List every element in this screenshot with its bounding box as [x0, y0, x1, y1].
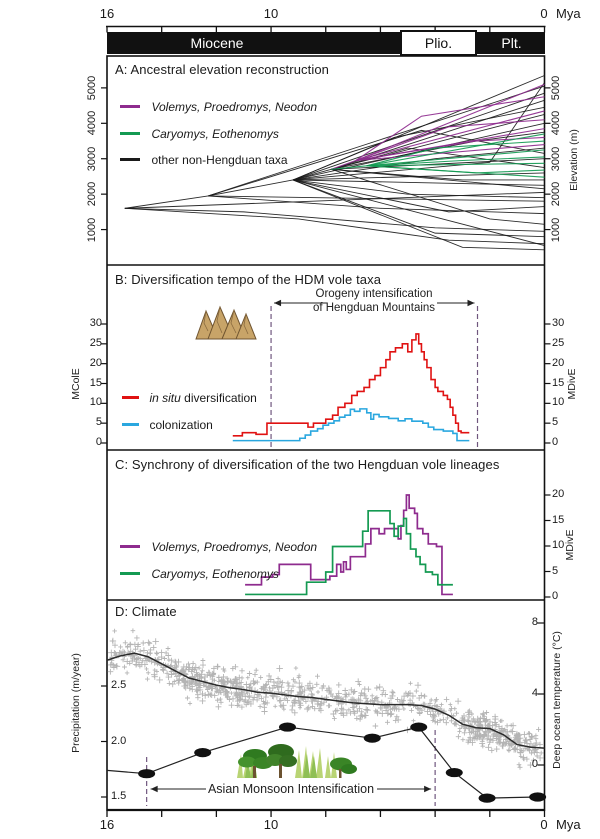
b-left-tick-label: 5 [95, 416, 102, 429]
bottom-axis-tick-10: 10 [263, 817, 279, 832]
c-right-tick-label: 20 [552, 488, 565, 500]
precipitation-marker [479, 794, 496, 803]
legend-line-purple [120, 545, 140, 548]
a-right-tick-label: 4000 [550, 111, 562, 136]
tree-branch-line_black [125, 208, 545, 243]
panel-b-legend-item-colonization [122, 416, 213, 434]
top-axis-tick-16: 16 [99, 6, 115, 21]
b-right-tick-label: 10 [552, 396, 565, 409]
top-axis-unit: Mya [556, 6, 581, 21]
a-right-tick-label: 1000 [550, 217, 562, 242]
panel-d-title: D: Climate [115, 604, 177, 619]
panel-b-legend-item-insitu [122, 389, 257, 407]
d-left-tick-label: 1.5 [111, 790, 127, 802]
colonization-curve [233, 409, 470, 441]
a-right-tick-label: 2000 [550, 181, 562, 207]
legend-line-red [122, 396, 139, 399]
panel-a-legend-item-volemys [120, 98, 317, 116]
insitu-diversification-curve [233, 334, 470, 436]
b-left-tick-label: 0 [95, 436, 102, 448]
panel-c-legend-item-caryomys [120, 565, 279, 583]
b-right-tick-label: 0 [552, 436, 559, 448]
a-right-tick-label: 5000 [550, 75, 562, 101]
legend-label: Volemys, Proedromys, Neodon [151, 100, 318, 114]
precipitation-marker [446, 768, 463, 777]
monsoon-arrow-right-head [424, 786, 431, 792]
b-right-tick-label: 25 [552, 336, 565, 349]
b-left-tick-label: 15 [89, 376, 102, 389]
bottom-axis-tick-0: 0 [540, 817, 548, 832]
c-right-tick-label: 5 [552, 564, 559, 577]
legend-line-green [120, 572, 140, 575]
monsoon-annotation: Asian Monsoon Intensification [207, 782, 375, 796]
precipitation-marker [194, 748, 211, 757]
precipitation-marker [410, 722, 427, 731]
a-left-tick-label: 4000 [86, 111, 98, 136]
legend-line-black [120, 158, 140, 161]
legend-label-italic: in situ [149, 391, 181, 405]
b-right-tick-label: 20 [552, 356, 565, 369]
a-left-tick-label: 2000 [86, 181, 98, 207]
top-axis-tick-0: 0 [540, 6, 548, 21]
legend-line-green [120, 132, 140, 135]
legend-label: other non-Hengduan taxa [151, 153, 288, 167]
b-right-tick-label: 5 [552, 416, 559, 429]
legend-label-rest: diversification [180, 391, 257, 405]
b-left-tick-label: 25 [89, 336, 102, 349]
mdive-axis-label-c: MDivE [564, 529, 576, 561]
vegetation-icon [233, 736, 358, 779]
d-left-tick-label: 2.5 [111, 679, 127, 691]
epoch-pleistocene: Plt. [501, 35, 522, 51]
b-left-tick-label: 30 [89, 317, 102, 329]
tree-branch-line_black [331, 114, 544, 169]
a-right-tick-label: 3000 [550, 146, 562, 171]
panel-c-title: C: Synchrony of diversification of the two Hengduan vole lineages [115, 457, 500, 472]
d-left-tick-label: 2.0 [111, 734, 127, 747]
precipitation-marker [364, 734, 381, 743]
panel-a-legend-item-caryomys [120, 125, 279, 143]
legend-label: Caryomys, Eothenomys [151, 127, 279, 141]
orogeny-annotation-line2: of Hengduan Mountains [312, 302, 436, 314]
d-right-tick-label: 4 [531, 687, 538, 699]
a-left-tick-label: 5000 [86, 75, 98, 101]
elevation-axis-label: Elevation (m) [568, 129, 580, 191]
deep-ocean-temp-axis-label: Deep ocean temperature (°C) [551, 631, 563, 769]
legend-line-blue [122, 423, 139, 426]
epoch-miocene: Miocene [190, 35, 244, 51]
b-left-tick-label: 20 [89, 356, 102, 369]
tree-branch-line_black [293, 180, 545, 250]
panel-b-title: B: Diversification tempo of the HDM vole taxa [115, 272, 382, 287]
precipitation-marker [529, 792, 546, 801]
c-right-tick-label: 15 [552, 513, 565, 526]
panel-a-legend-item-other [120, 151, 288, 169]
precipitation-axis-label: Precipitation (m/year) [70, 653, 82, 753]
bottom-axis-unit: Mya [556, 817, 581, 832]
tree-branch-purple [356, 84, 545, 160]
legend-label: Volemys, Proedromys, Neodon [151, 540, 318, 554]
epoch-pliocene: Plio. [400, 30, 477, 56]
monsoon-arrow-left-head [151, 786, 158, 792]
mdive-axis-label-b: MDivE [566, 368, 578, 400]
b-left-tick-label: 10 [89, 396, 102, 409]
mcole-axis-label: MColE [70, 368, 82, 400]
b-right-tick-label: 15 [552, 376, 565, 389]
orogeny-arrow-right-head [468, 300, 475, 306]
d-right-tick-label: 0 [531, 758, 538, 770]
d-right-tick-label: 8 [531, 616, 538, 628]
c-right-tick-label: 0 [552, 590, 559, 602]
legend-line-purple [120, 105, 140, 108]
legend-label: colonization [149, 418, 213, 432]
a-left-tick-label: 1000 [86, 217, 98, 242]
b-right-tick-label: 30 [552, 317, 565, 329]
a-left-tick-label: 3000 [86, 146, 98, 171]
panel-a-title: A: Ancestral elevation reconstruction [115, 62, 329, 77]
precipitation-marker [138, 769, 155, 778]
c-right-tick-label: 10 [552, 539, 565, 551]
top-axis-tick-10: 10 [263, 6, 279, 21]
epoch-bar [107, 32, 545, 54]
tree-branch-line_black [293, 93, 545, 180]
legend-label: Caryomys, Eothenomys [151, 567, 279, 581]
orogeny-arrow-left-head [274, 300, 281, 306]
precipitation-marker [279, 722, 296, 731]
orogeny-annotation-line1: Orogeny intensification [315, 288, 433, 300]
mountains-icon [194, 301, 258, 341]
bottom-axis-tick-16: 16 [99, 817, 115, 832]
panel-c-legend-item-volemys [120, 538, 317, 556]
